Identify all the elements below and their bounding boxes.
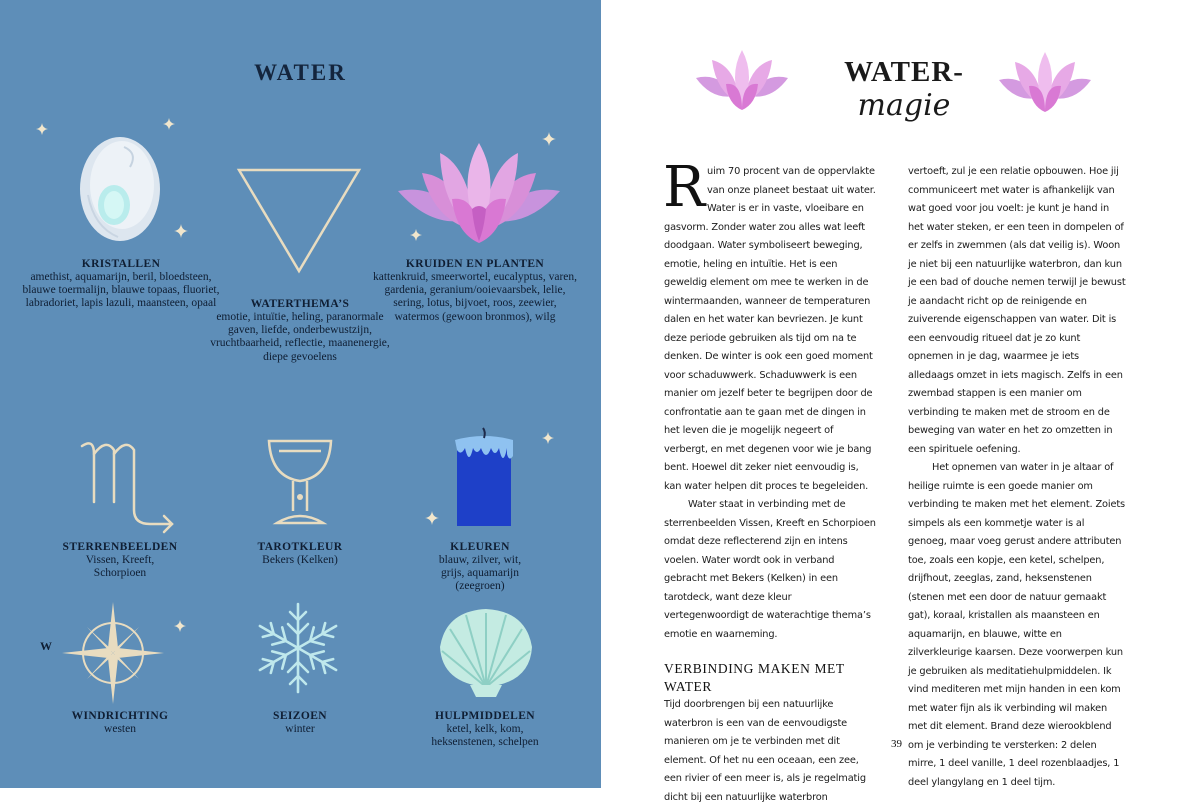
scorpio-icon xyxy=(80,432,180,532)
page-title: WATER- xyxy=(844,56,964,88)
cell-title: WINDRICHTING xyxy=(71,710,169,722)
sparkle-icon xyxy=(174,222,188,240)
cell-body: Vissen, Kreeft, Schorpioen xyxy=(85,554,155,580)
cell-tarotkleur xyxy=(230,540,370,567)
sparkle-icon xyxy=(36,122,48,136)
page-subtitle: magie xyxy=(857,88,951,123)
cell-body: emotie, intuïtie, heling, paranormale gaven, liefde, onderbewustzijn, vruchtbaarheid, reflectie, maanenergie, diepe gevoelens xyxy=(210,311,390,363)
paragraph: Water staat in verbinding met de sterrenbeelden Vissen, Kreeft en Schorpioen omdat deze reflecterend zijn en intens voelen. Water wordt ook in verband gebracht met Bekers (Kelken) in een tarotdeck, want deze kleur vertegenwoordigt de waterachtige thema’s emotie en waarneming. xyxy=(664,499,876,640)
cell-hulpmiddelen xyxy=(410,709,560,749)
cell-title: KRISTALLEN xyxy=(81,258,161,270)
cell-kleuren xyxy=(410,540,550,594)
cell-body: ketel, kelk, kom, heksenstenen, schelpen xyxy=(431,723,539,749)
paragraph: uim 70 procent van de oppervlakte van onze planeet bestaat uit water. Water is er in vaste, vloeibare en gasvorm. Zonder water zou alles wat leeft doodgaan. Water symboliseert beweging, emotie, heling en intuïtie. Het is een geweldig element om mee te werken in de wintermaanden, wanneer de temperaturen dalen en het water kan bevriezen. Je kunt deze periode gebruiken als tijd om na te denken. De winter is ook een goed moment voor schaduwwerk. Schaduwwerk is een manier om jezelf beter te begrijpen door de confrontatie aan te gaan met de dingen in het leven die je mogelijk negeert of verbergt, en met degenen voor wie je bang bent. Hoewel dit zeker niet eenvoudig is, kan water helpen dit proces te begeleiden. xyxy=(664,166,876,492)
text-column-right xyxy=(908,163,1126,792)
lotus-icon xyxy=(398,143,560,247)
right-page xyxy=(601,0,1200,803)
cell-body: kattenkruid, smeerwortel, eucalyptus, varen, gardenia, geranium/ooievaarsbek, lelie, sering, lotus, bijvoet, roos, zeewier, watermos (gewoon bronmos), wilg xyxy=(372,271,578,323)
drop-cap: R xyxy=(663,155,706,220)
cell-title: STERRENBEELDEN xyxy=(62,541,178,553)
sparkle-icon xyxy=(542,431,554,445)
water-triangle-icon xyxy=(236,167,362,275)
sparkle-icon xyxy=(163,117,175,131)
sparkle-icon xyxy=(174,617,186,635)
cell-body: westen xyxy=(104,723,136,735)
text-column-left xyxy=(663,155,878,807)
shell-icon xyxy=(436,607,536,699)
cell-body: Bekers (Kelken) xyxy=(262,554,338,566)
page-number: 39 xyxy=(891,738,902,750)
sparkle-icon xyxy=(425,509,439,527)
candle-icon xyxy=(453,426,515,528)
cell-title: HULPMIDDELEN xyxy=(434,710,535,722)
cell-kruiden-en-planten xyxy=(372,257,578,324)
cell-seizoen xyxy=(230,709,370,736)
lotus-icon xyxy=(999,52,1091,114)
snowflake-icon xyxy=(250,600,346,696)
cell-title: TAROTKLEUR xyxy=(257,541,343,553)
lotus-icon xyxy=(696,50,788,112)
cell-title: SEIZOEN xyxy=(273,710,327,722)
cell-kristallen xyxy=(18,257,224,311)
section-heading: VERBINDING MAKEN MET WATER xyxy=(664,661,845,694)
cell-title: KRUIDEN EN PLANTEN xyxy=(405,258,545,270)
cell-title: KLEUREN xyxy=(450,541,510,553)
crystal-icon xyxy=(78,135,162,243)
cell-body: amethist, aquamarijn, beril, bloedsteen, blauwe toermalijn, blauwe topaas, fluoriet, labradoriet, lapis lazuli, maansteen, opaal xyxy=(22,271,220,310)
cell-body: winter xyxy=(285,723,315,735)
cell-body: blauw, zilver, wit, grijs, aquamarijn (zeegroen) xyxy=(438,554,522,593)
cell-title: WATERTHEMA’S xyxy=(250,298,350,310)
compass-icon xyxy=(62,602,164,704)
left-page xyxy=(0,0,601,788)
left-page-title: WATER xyxy=(254,60,347,85)
cell-sterrenbeelden xyxy=(45,540,195,580)
paragraph: Tijd doorbrengen bij een natuurlijke waterbron is een van de eenvoudigste manieren om je te verbinden met dit element. Of het nu een oceaan, een zee, een rivier of een meer is, als je regelmatig dicht bij een natuurlijke waterbron xyxy=(664,699,866,803)
paragraph: Het opnemen van water in je altaar of heilige ruimte is een goede manier om verbinding te maken met het element. Zoiets simpels als een kommetje water is al genoeg, maar voeg gerust andere attributen toe, zoals een kopje, een ketel, schelpen, drijfhout, zeeglas, zand, heksenstenen (stenen met een door de natuur gemaakt gat), koraal, kristallen als maansteen en aquamarijn, en blauwe, witte en zilverkleurige kaarsen. Deze voorwerpen kun je gebruiken als meditatiehulpmiddelen. Ik vind mediteren met mijn handen in een kom met water fijn als ik verbinding wil maken met dit element. Brand deze wierookblend om je verbinding te versterken: 2 delen mirre, 1 deel vanille, 1 deel rozenblaadjes, 1 deel ylangylang en 1 deel tijm. xyxy=(908,462,1125,788)
chalice-icon xyxy=(265,437,335,527)
compass-west-letter: W xyxy=(40,639,52,653)
cell-windrichting xyxy=(45,709,195,736)
cell-waterthemas xyxy=(203,297,397,364)
paragraph: vertoeft, zul je een relatie opbouwen. Hoe jij communiceert met water is afhankelijk van wat goed voor jou voelt: je kunt je hand in het water steken, er een teen in dompelen of er zelfs in zwemmen (als dat veilig is). Woon je niet bij een natuurlijke waterbron, dan kun je een bad of douche nemen terwijl je bewust je aandacht richt op de reinigende en zuiverende eigenschappen van water. Dit is een eenvoudig ritueel dat je zo kunt opnemen in je dag, waarmee je iets alledaags omzet in iets magisch. Zelfs in een zwembad stappen is een manier om verbinding te maken met de stroom en de beweging van water en het zo omzetten in een spirituele oefening. xyxy=(908,166,1126,455)
